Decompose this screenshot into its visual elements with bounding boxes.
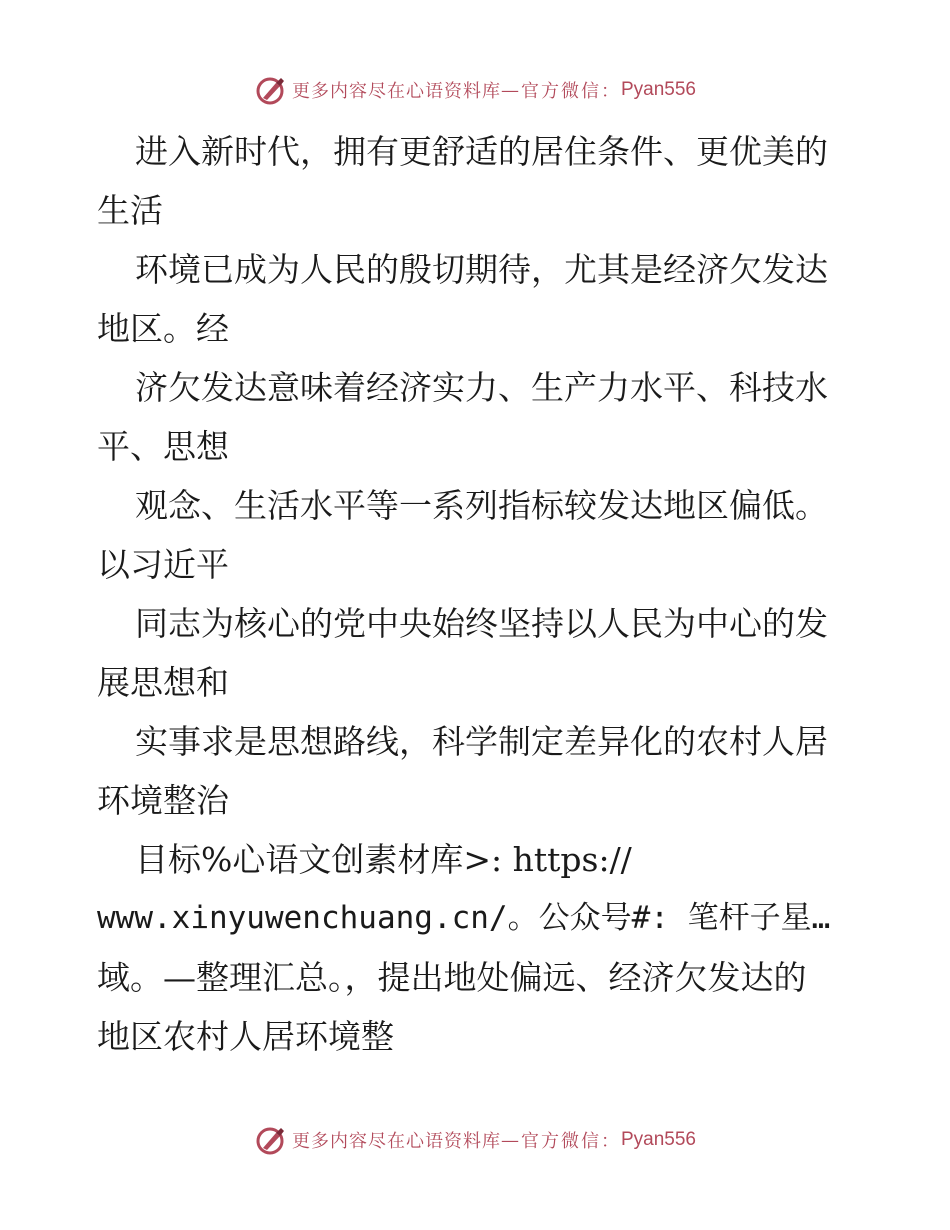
footer-banner — [0, 1120, 950, 1160]
paragraph — [97, 712, 857, 830]
text-line: 展思想和 — [97, 663, 229, 702]
text-line: 目标%心语文创素材库>: https:// — [135, 840, 632, 879]
header-banner — [0, 70, 950, 110]
banner-dash: — — [500, 1129, 519, 1151]
paragraph — [97, 122, 857, 240]
paragraph — [97, 240, 857, 358]
banner-ad-text: 更多内容尽在心语资料库 — [291, 81, 501, 102]
paragraph — [97, 476, 857, 594]
banner-wechat-id: Pyan556 — [620, 79, 696, 100]
pen-logo-icon — [254, 74, 286, 106]
text-line: 实事求是思想路线，科学制定差异化的农村人居 — [135, 722, 828, 761]
banner-wechat-id: Pyan556 — [620, 1129, 696, 1150]
text-line: 进入新时代，拥有更舒适的居住条件、更优美的 — [135, 132, 828, 171]
pen-logo-icon — [254, 1124, 286, 1156]
text-line: 观念、生活水平等一系列指标较发达地区偏低。 — [135, 486, 828, 525]
banner-wechat-label: 官方微信： — [520, 1131, 621, 1152]
text-line: 环境已成为人民的殷切期待，尤其是经济欠发达 — [135, 250, 828, 289]
text-line: 同志为核心的党中央始终坚持以人民为中心的发 — [135, 604, 828, 643]
text-line: www.xinyuwenchuang.cn/。公众号#: 笔杆子星… — [97, 900, 831, 936]
paragraph — [97, 358, 857, 476]
text-line: 地区。经 — [97, 309, 229, 348]
text-line: 以习近平 — [97, 545, 229, 584]
banner-wechat-label: 官方微信： — [520, 81, 621, 102]
banner-ad-text: 更多内容尽在心语资料库 — [291, 1131, 501, 1152]
paragraph — [97, 594, 857, 712]
text-line: 域。—整理汇总。，提出地处偏远、经济欠发达的 — [97, 958, 807, 997]
text-line: 生活 — [97, 191, 163, 230]
text-line: 环境整治 — [97, 781, 229, 820]
paragraph — [97, 830, 857, 1066]
text-line: 地区农村人居环境整 — [97, 1017, 394, 1056]
text-line: 平、思想 — [97, 427, 229, 466]
banner-dash: — — [500, 79, 519, 101]
document-body — [97, 122, 857, 1066]
text-line: 济欠发达意味着经济实力、生产力水平、科技水 — [135, 368, 828, 407]
